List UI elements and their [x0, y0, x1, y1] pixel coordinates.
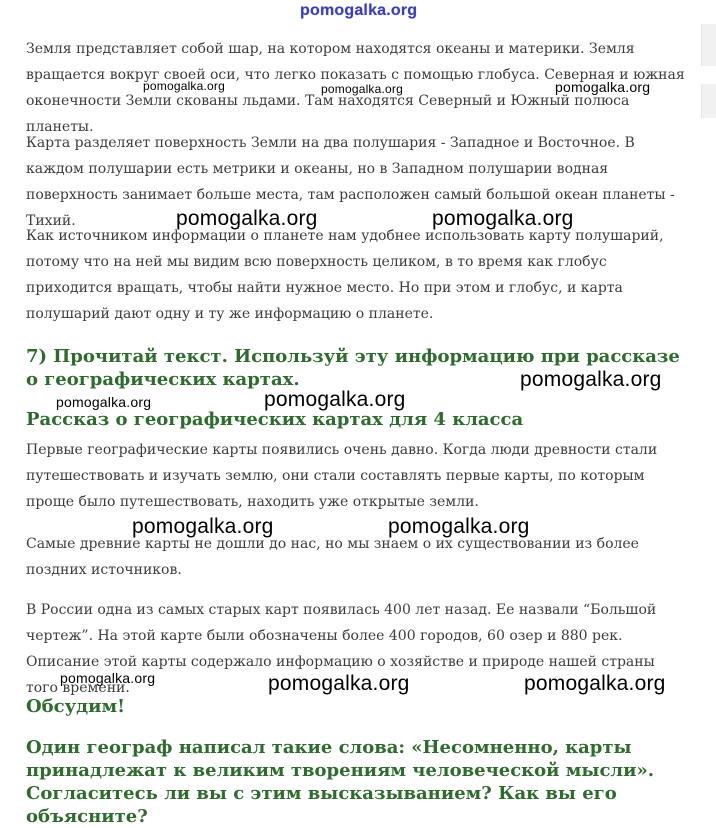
sidebar-edge-bottom	[701, 84, 716, 118]
watermark: pomogalka.org	[60, 670, 156, 686]
watermark: pomogalka.org	[132, 515, 274, 538]
paragraph-ancient-maps: Самые древние карты не дошли до нас, но мы знаем о их существовании из более поздних источников.	[26, 536, 639, 578]
paragraph-earth: Земля представляет собой шар, на котором находятся океаны и материки. Земля вращается вокруг своей оси, что легко показать с помощью глобуса. Северная и южная оконечности Земли скованы льдами. Там находятся Северный и Южный полюса планеты.	[26, 41, 685, 135]
watermark-top: pomogalka.org	[300, 2, 418, 19]
paragraph-first-maps: Первые географические карты появились очень давно. Когда люди древности стали путешествовать и изучать землю, они стали составлять первые карты, по которым проще было путешествовать, находить уже открытые земли.	[26, 442, 658, 510]
sidebar-edge-top	[701, 24, 716, 66]
story-heading: Рассказ о географических картах для 4 класса	[26, 409, 524, 430]
watermark: pomogalka.org	[176, 207, 318, 230]
watermark: pomogalka.org	[524, 672, 666, 695]
quote-question: Один географ написал такие слова: «Несомненно, карты принадлежат к великим творениям человеческой мысли». Согласитесь ли вы с этим высказыванием? Как вы его объясните?	[26, 737, 654, 827]
watermark: pomogalka.org	[143, 79, 225, 93]
paragraph-hemispheres: Карта разделяет поверхность Земли на два полушария - Западное и Восточное. В каждом полушарии есть метрики и океаны, но в Западном полушарии водная поверхность занимает больше места, там расположен самый большой океан планеты - Тихий.	[26, 135, 675, 229]
paragraph-russia-map: В России одна из самых старых карт появилась 400 лет назад. Ее назвали “Большой чертеж”. На этой карте были обозначены более 400 городов, 60 озер и 880 рек. Описание этой карты содержало информацию о хозяйстве и природе нашей страны того времени.	[26, 602, 657, 696]
watermark: pomogalka.org	[268, 672, 410, 695]
watermark: pomogalka.org	[555, 79, 651, 95]
watermark: pomogalka.org	[56, 394, 152, 410]
discuss-heading: Обсудим!	[26, 696, 126, 717]
task-7-heading: 7) Прочитай текст. Используй эту информацию при рассказе о географических картах.	[26, 346, 680, 390]
watermark: pomogalka.org	[264, 388, 406, 411]
watermark: pomogalka.org	[388, 515, 530, 538]
watermark: pomogalka.org	[520, 368, 662, 391]
watermark: pomogalka.org	[432, 207, 574, 230]
watermark: pomogalka.org	[321, 82, 403, 96]
paragraph-globe: Как источником информации о планете нам удобнее использовать карту полушарий, потому что на ней мы видим всю поверхность целиком, в то время как глобус приходится вращать, чтобы найти нужное место. Но при этом и глобус, и карта полушарий дают одну и ту же информацию о планете.	[26, 228, 664, 322]
